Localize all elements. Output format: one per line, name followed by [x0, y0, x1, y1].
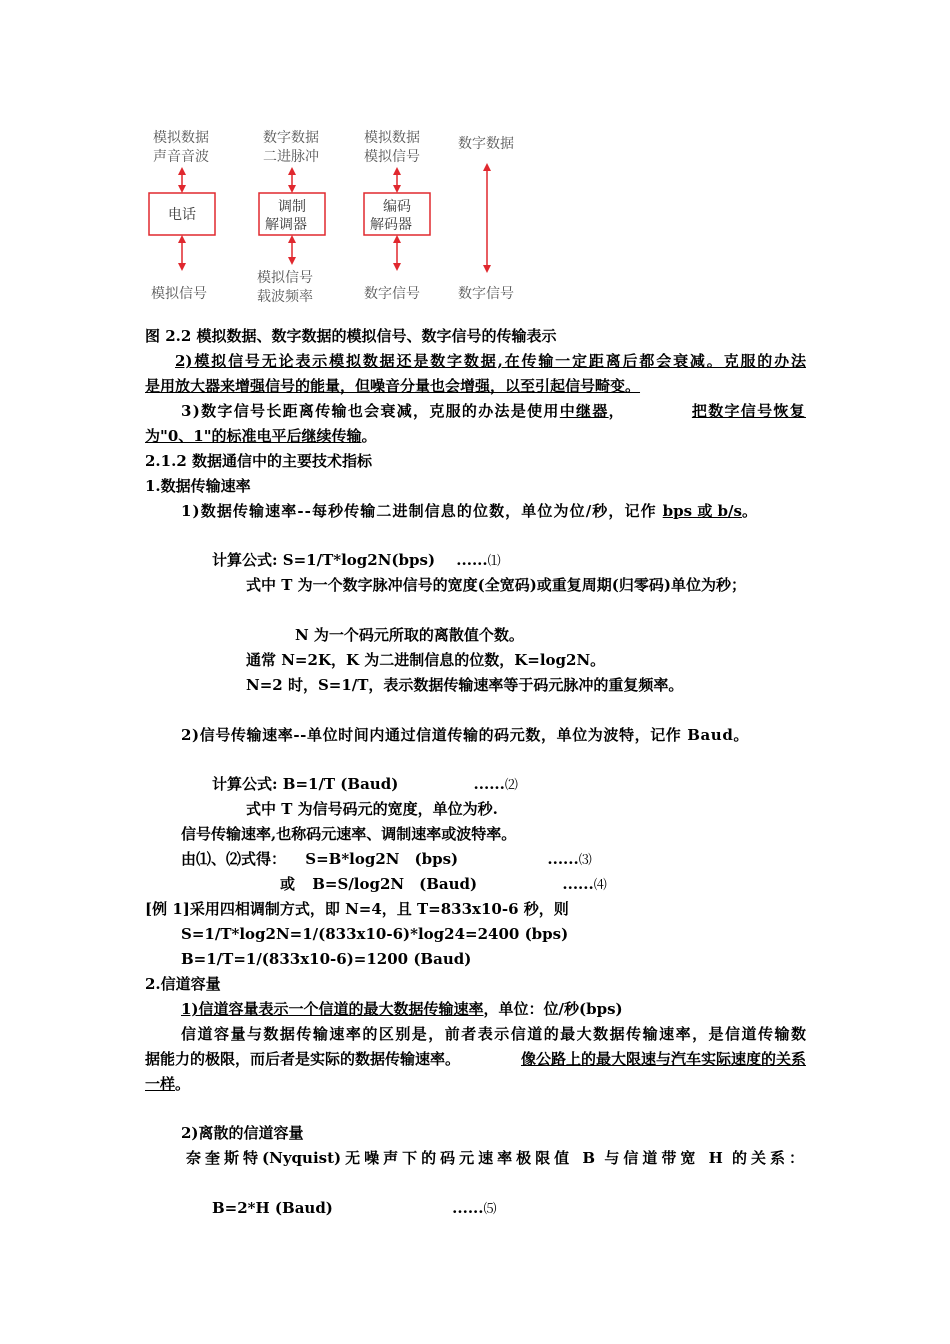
para-2-line-2: 是用放大器来增强信号的能量，但噪音分量也会增强，以至引起信号畸变。: [145, 377, 641, 395]
formula-4: [280, 874, 607, 896]
col4-bottom-1: 数字信号: [458, 286, 514, 302]
para-3-standard-level: 为"0、1"的标准电平后继续传输: [145, 427, 362, 445]
para-3-text: 3)数字信号长距离传输也会衰减，克服的办法是使用: [181, 402, 560, 420]
signal-rate-alias: 信号传输速率,也称码元速率、调制速率或波特率。: [181, 825, 517, 843]
col2-arrowhead-bottom: [288, 257, 296, 265]
para-3-comma: ，: [608, 402, 624, 420]
col2-box-label-1: 调制: [278, 199, 306, 215]
para-3-line-2: [145, 426, 377, 446]
col1-top-2: 声音音波: [153, 149, 209, 165]
col3-arrowhead-top2: [393, 235, 401, 243]
capacity-diff-line-3: [145, 1074, 190, 1094]
bps-unit: bps 或 b/s: [662, 502, 742, 520]
col1-box-label: 电话: [168, 207, 196, 223]
col3-bottom-1: 数字信号: [364, 286, 420, 302]
figure-caption: 图 2.2 模拟数据、数字数据的模拟信号、数字信号的传输表示: [145, 327, 557, 345]
col3-top-2: 模拟信号: [364, 149, 420, 165]
nyquist-statement: 奈奎斯特(Nyquist)无噪声下的码元速率极限值 B 与信道带宽 H 的关系：: [186, 1149, 804, 1167]
col3-top-1: 模拟数据: [364, 130, 420, 146]
capacity-diff-line-2: [145, 1049, 806, 1069]
heading-data-rate: 1.数据传输速率: [145, 477, 251, 495]
para-3-period: 。: [361, 427, 377, 445]
col3-arrowhead-down-top: [393, 185, 401, 193]
col4-arrowhead-down: [483, 265, 491, 273]
formula-3-text: S=B*log2N (bps): [305, 850, 459, 868]
formula-3-dots: ......: [547, 850, 579, 868]
formula-2-number: ⑵: [504, 778, 518, 793]
col1-arrowhead-down-top: [178, 185, 186, 193]
col2-box-label-2: 解调器: [265, 217, 307, 233]
formula-2-note: 式中 T 为信号码元的宽度，单位为秒.: [246, 800, 498, 818]
section-2-1-2-heading: 2.1.2 数据通信中的主要技术指标: [145, 452, 372, 470]
formula-4-text: B=S/log2N (Baud): [312, 875, 478, 893]
repeater-term: 中继器: [559, 402, 609, 420]
col3-box-label-2: 解码器: [370, 217, 412, 233]
col1-bottom-1: 模拟信号: [151, 286, 207, 302]
para-2-line-1: 2)模拟信号无论表示模拟数据还是数字数据,在传输一定距离后都会衰减。克服的办法: [175, 352, 806, 370]
col4-top-1: 数字数据: [458, 136, 514, 152]
highway-analogy: 像公路上的最大限速与汽车实际速度的关系: [520, 1050, 806, 1068]
example-1-b: B=1/T=1/(833x10-6)=1200 (Baud): [181, 950, 472, 968]
col2-arrowhead-down-top: [288, 185, 296, 193]
capacity-diff-period: 。: [175, 1075, 191, 1093]
col1-arrowhead-bottom: [178, 263, 186, 271]
transmission-diagram: [145, 125, 545, 315]
para-3-restore: 把数字信号恢复: [691, 402, 806, 420]
signal-rate-definition: 2)信号传输速率--单位时间内通过信道传输的码元数，单位为波特，记作 Baud。: [181, 726, 750, 744]
formula-5-text: B=2*H (Baud): [212, 1199, 333, 1217]
col3-arrowhead-up: [393, 167, 401, 175]
col1-arrowhead-up: [178, 167, 186, 175]
channel-capacity-definition: [181, 999, 623, 1019]
formula-1-text: 计算公式: S=1/T*log2N(bps): [212, 551, 436, 569]
capacity-diff-text: 据能力的极限，而后者是实际的数据传输速率。: [145, 1050, 461, 1068]
formula-3-number: ⑶: [578, 853, 592, 868]
formula-5-number: ⑸: [483, 1202, 497, 1217]
formula-1: [212, 550, 501, 572]
col4-arrowhead-up: [483, 163, 491, 171]
example-1-s: S=1/T*log2N=1/(833x10-6)*log24=2400 (bps): [181, 925, 569, 943]
col2-arrowhead-up: [288, 167, 296, 175]
n-usual: 通常 N=2K，K 为二进制信息的位数，K=log2N。: [246, 651, 606, 669]
col2-top-1: 数字数据: [263, 130, 319, 146]
n-equals-2: N=2 时，S=1/T，表示数据传输速率等于码元脉冲的重复频率。: [246, 676, 684, 694]
formula-3: [181, 849, 592, 871]
formula-4-dots: ......: [562, 875, 594, 893]
formula-4-or: 或: [280, 875, 296, 893]
col2-top-2: 二进脉冲: [263, 149, 319, 165]
formula-4-number: ⑷: [593, 878, 607, 893]
formula-3-prefix: 由⑴、⑵式得：: [181, 850, 287, 868]
formula-2-dots: ......: [473, 775, 505, 793]
data-rate-text: 1)数据传输速率--每秒传输二进制信息的位数，单位为位/秒，记作: [181, 502, 657, 520]
capacity-diff-line-1: 信道容量与数据传输速率的区别是，前者表示信道的最大数据传输速率，是信道传输数: [181, 1025, 806, 1043]
formula-2-text: 计算公式: B=1/T (Baud): [212, 775, 399, 793]
heading-discrete-capacity: 2)离散的信道容量: [181, 1124, 304, 1142]
col3-box-label-1: 编码: [383, 199, 411, 215]
data-rate-definition: [181, 501, 806, 521]
heading-channel-capacity: 2.信道容量: [145, 975, 221, 993]
highway-analogy-end: 一样: [145, 1075, 176, 1093]
formula-2: [212, 774, 518, 796]
col3-arrowhead-bottom: [393, 263, 401, 271]
formula-5-dots: ......: [452, 1199, 484, 1217]
col1-arrowhead-top2: [178, 235, 186, 243]
data-rate-period: 。: [741, 502, 757, 520]
formula-1-note: 式中 T 为一个数字脉冲信号的宽度(全宽码)或重复周期(归零码)单位为秒；: [246, 576, 746, 594]
channel-capacity-text: 1)信道容量表示一个信道的最大数据传输速率: [181, 1000, 484, 1018]
para-3-line-1: [181, 401, 806, 421]
col2-bottom-2: 载波频率: [257, 289, 313, 305]
formula-5: [212, 1198, 497, 1220]
col2-bottom-1: 模拟信号: [257, 270, 313, 286]
channel-capacity-unit: ，单位：位/秒(bps): [483, 1000, 623, 1018]
col2-arrowhead-top2: [288, 235, 296, 243]
col1-top-1: 模拟数据: [153, 130, 209, 146]
example-1: [例 1]采用四相调制方式，即 N=4，且 T=833x10-6 秒，则: [145, 900, 569, 918]
formula-1-dots: ......: [456, 551, 488, 569]
n-definition: N 为一个码元所取的离散值个数。: [295, 626, 524, 644]
formula-1-number: ⑴: [487, 554, 501, 569]
